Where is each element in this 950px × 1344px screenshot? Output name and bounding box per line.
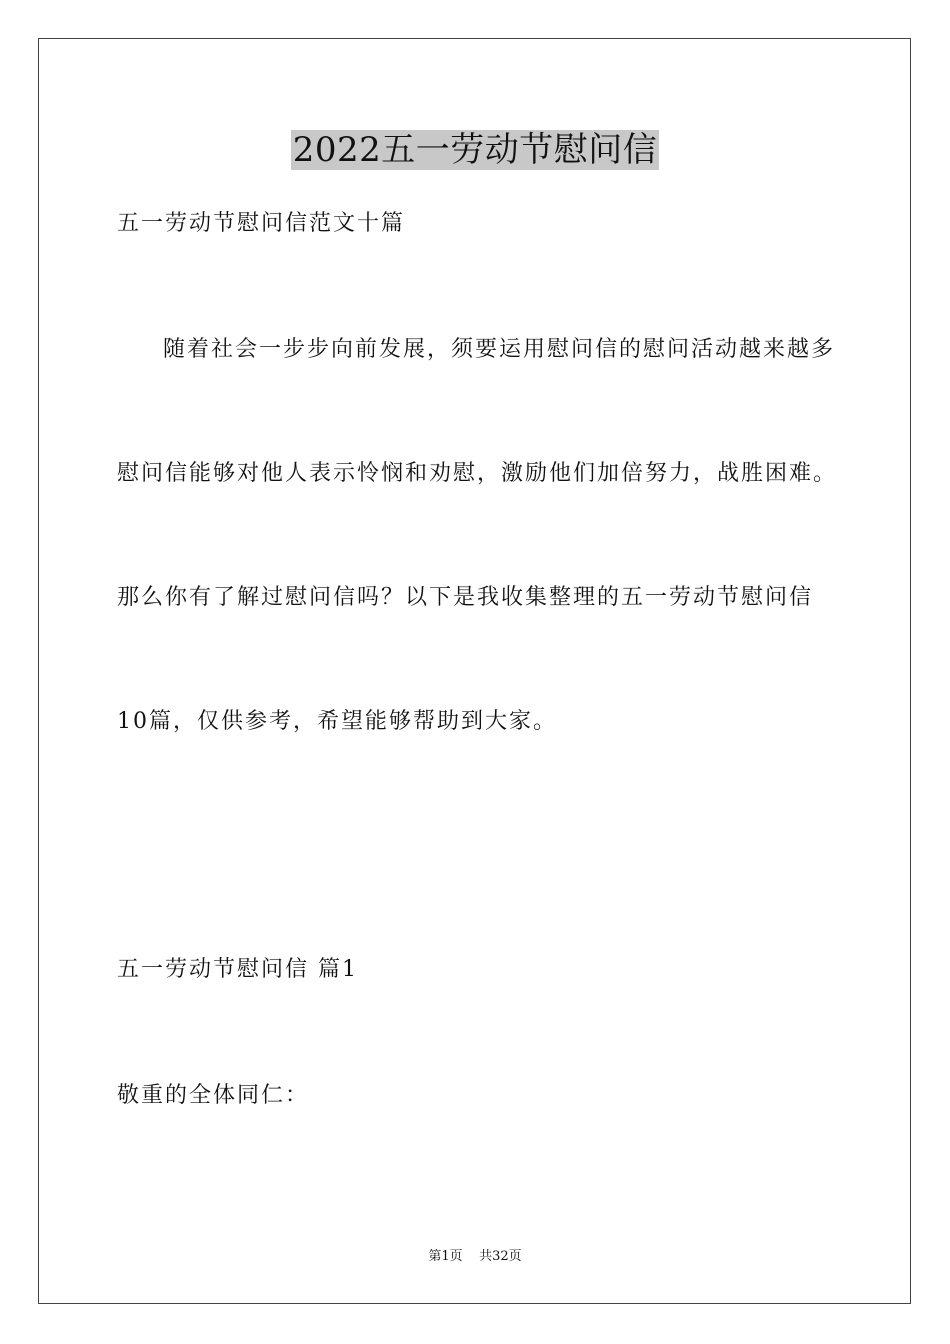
intro-line-3: 那么你有了解过慰问信吗？以下是我收集整理的五一劳动节慰问信 [117, 585, 814, 610]
document-title [0, 128, 950, 172]
salutation: 敬重的全体同仁： [117, 1083, 310, 1108]
page-footer: 第1页 共32页 [428, 1249, 522, 1264]
intro-line-1: 随着社会一步步向前发展，须要运用慰问信的慰问活动越来越多 [163, 337, 836, 362]
intro-line-4: 10篇，仅供参考，希望能够帮助到大家。 [117, 709, 557, 734]
document-title-text: 2022五一劳动节慰问信 [292, 130, 658, 170]
section-heading: 五一劳动节慰问信 篇1 [117, 957, 358, 982]
document-subtitle: 五一劳动节慰问信范文十篇 [117, 211, 406, 236]
intro-line-2: 慰问信能够对他人表示怜悯和劝慰，激励他们加倍努力，战胜困难。 [117, 461, 838, 486]
